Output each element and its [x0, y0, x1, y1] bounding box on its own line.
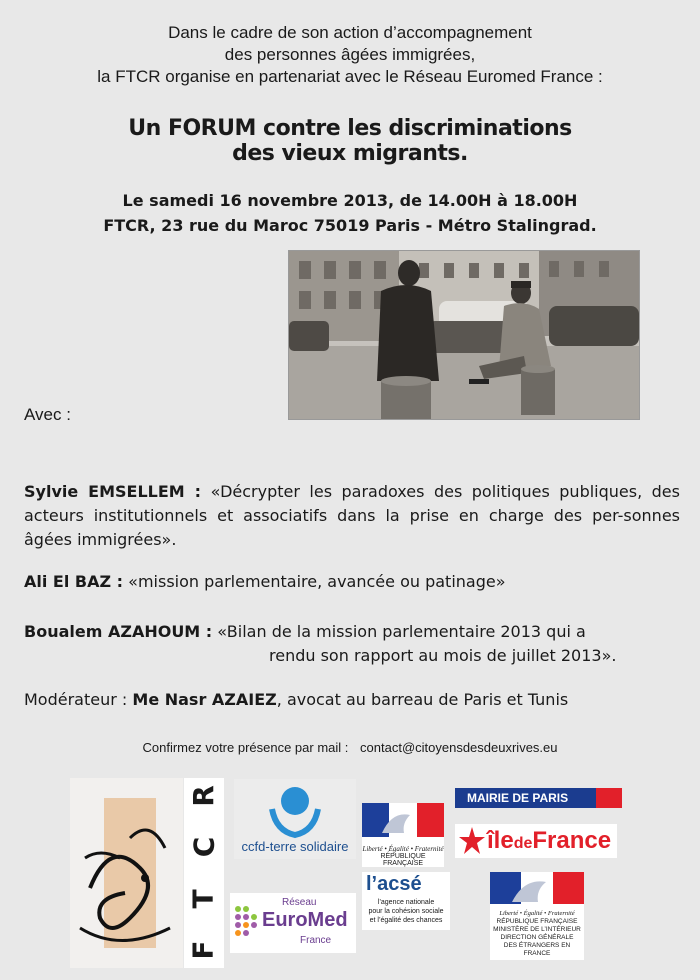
ftcr-letters [184, 778, 224, 968]
event-info [0, 188, 700, 238]
euromed-dots-icon [232, 903, 262, 943]
speaker-1-name: Sylvie EMSELLEM : [24, 482, 202, 501]
idf-france: France [532, 827, 612, 854]
intro-line-3: la FTCR organise en partenariat avec le Réseau Euromed France : [97, 67, 603, 86]
acse-name: l’acsé [366, 873, 422, 895]
title-line-2: des vieux migrants. [232, 141, 468, 166]
acse-desc-3: et l’égalité des chances [369, 917, 443, 924]
marianne-flag-icon-2 [490, 872, 584, 904]
contact-email-link[interactable]: contact@citoyensdesdeuxrives.eu [360, 740, 558, 755]
acse-logo [362, 872, 450, 930]
min-line-3: DES ÉTRANGERS EN FRANCE [503, 942, 571, 957]
speaker-2-name: Ali El BAZ : [24, 572, 124, 591]
speaker-2-topic: «mission parlementaire, avancée ou patinage» [128, 572, 506, 591]
intro-line-1: Dans le cadre de son action d’accompagnement [168, 23, 532, 42]
euromed-main: EuroMed [262, 909, 348, 931]
ftcr-letter-t: T [186, 889, 220, 909]
idf-de: de [513, 835, 533, 852]
avec-label: Avec : [24, 405, 71, 424]
moderator-desc: , avocat au barreau de Paris et Tunis [276, 690, 569, 709]
confirm-label: Confirmez votre présence par mail : [142, 740, 349, 755]
euromed-top: Réseau [282, 897, 317, 908]
min-motto: Liberté • Égalité • Fraternité [499, 910, 575, 917]
rf-name: RÉPUBLIQUE FRANÇAISE [380, 853, 426, 867]
photo-two-elderly-men [288, 250, 640, 420]
speaker-2 [24, 570, 680, 594]
idf-star-icon [457, 824, 487, 858]
calligraphy-icon [70, 778, 183, 968]
acse-desc-1: l’agence nationale [377, 899, 435, 906]
min-line-1: MINISTÈRE DE L’INTÉRIEUR [493, 926, 581, 933]
speaker-1-topic: «Décrypter les paradoxes des politiques publiques, des acteurs institutionnels et associatifs dans la prise en charge des per-sonnes âgées immigrées». [24, 482, 680, 549]
event-place: FTCR, 23 rue du Maroc 75019 Paris - Métro Stalingrad. [103, 216, 597, 235]
euromed-logo [230, 893, 356, 953]
idf-ile: île [487, 827, 514, 854]
ftcr-letter-c: C [187, 837, 220, 858]
ministere-interieur-logo [490, 872, 584, 960]
street-scene-photo [289, 251, 639, 419]
moderator-label: Modérateur : [24, 690, 128, 709]
ccfd-name: ccfd-terre solidaire [241, 839, 349, 854]
forum-title [0, 116, 700, 166]
speaker-3-topic-1: «Bilan de la mission parlementaire 2013 qui a [217, 622, 586, 641]
moderator [24, 690, 568, 709]
republique-francaise-logo [362, 803, 444, 867]
ftcr-letter-f: F [186, 940, 220, 960]
intro-line-2: des personnes âgées immigrées, [224, 45, 476, 64]
marianne-flag-icon [362, 803, 444, 837]
euromed-sub: France [300, 935, 332, 946]
confirm-line [0, 740, 700, 755]
ccfd-logo [234, 779, 356, 859]
intro-text [0, 22, 700, 88]
acse-desc-2: pour la cohésion sociale [368, 908, 444, 915]
speaker-3-name: Boualem AZAHOUM : [24, 622, 213, 641]
speaker-1 [24, 480, 680, 552]
min-line-2: DIRECTION GÉNÉRALE [500, 934, 574, 941]
rf-motto: Liberté • Égalité • Fraternité [362, 845, 444, 853]
moderator-name: Me Nasr AZAIEZ [132, 690, 277, 709]
ftcr-calligraphy-logo [70, 778, 183, 968]
title-line-1: Un FORUM contre les discriminations [128, 116, 572, 141]
event-date: Le samedi 16 novembre 2013, de 14.00H à 18.00H [122, 191, 578, 210]
speaker-3-topic-2: rendu son rapport au mois de juillet 2013». [269, 646, 617, 665]
ftcr-letter-r: R [187, 785, 220, 807]
mairie-name: MAIRIE DE PARIS [467, 791, 569, 805]
mairie-de-paris-logo [455, 788, 622, 808]
ile-de-france-logo [455, 824, 617, 858]
mairie-flag-icon [596, 788, 622, 808]
min-rf-name: RÉPUBLIQUE FRANÇAISE [496, 918, 578, 925]
speaker-3 [24, 620, 680, 668]
